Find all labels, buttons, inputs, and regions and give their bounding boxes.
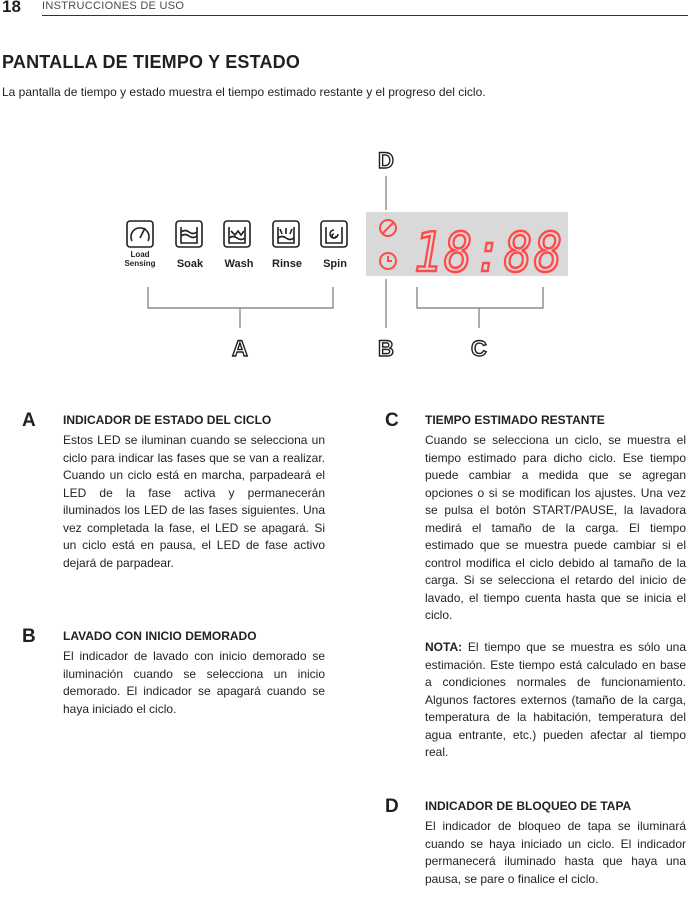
led-label-rinse: Rinse bbox=[272, 258, 302, 270]
control-panel-diagram bbox=[0, 140, 690, 370]
section-b-title: LAVADO CON INICIO DEMORADO bbox=[63, 629, 257, 643]
led-label-spin: Spin bbox=[323, 258, 347, 270]
section-c-note bbox=[425, 639, 686, 762]
page-number: 18 bbox=[2, 0, 21, 16]
callout-c: C bbox=[471, 336, 487, 361]
led-label-soak: Soak bbox=[176, 258, 204, 270]
section-d bbox=[385, 797, 690, 902]
document-title: INSTRUCCIONES DE USO bbox=[42, 0, 185, 12]
section-c-title: TIEMPO ESTIMADO RESTANTE bbox=[425, 413, 605, 427]
header-rule bbox=[42, 15, 688, 16]
section-b-body: El indicador de lavado con inicio demorado se iluminación cuando se selecciona un inicio demorado. El indicador se apagará cuando se haya iniciado el ciclo. bbox=[63, 649, 325, 716]
section-c-body: Cuando se selecciona un ciclo, se muestra el tiempo estimado para dicho ciclo. Ese tiempo puede cambiar a medida que se agregan opciones o si se modifican los ajustes. Una vez se pulsa el botón START/PAUSE, la lavadora medirá el tamaño de la carga. El tiempo estimado que se muestra puede cambiar si el control modifica el ciclo debido al tamaño de la carga. Si se selecciona el retardo del inicio de lavado, el tiempo cuenta hasta que se inicia el ciclo. bbox=[425, 433, 686, 622]
time-display-digits: 18:88 bbox=[414, 221, 564, 284]
section-d-body: El indicador de bloqueo de tapa se iluminará cuando se haya iniciado un ciclo. El indicador permanecerá iluminado hasta que haya una pausa, se pare o finalice el ciclo. bbox=[425, 819, 686, 886]
page-title: PANTALLA DE TIEMPO Y ESTADO bbox=[2, 52, 301, 72]
section-c bbox=[385, 411, 690, 811]
callout-c-bracket bbox=[417, 287, 543, 328]
led-label-sensing: Sensing bbox=[124, 259, 156, 268]
callout-a: A bbox=[232, 336, 248, 361]
rinse-tub-icon bbox=[273, 221, 299, 247]
section-a-body: Estos LED se iluminan cuando se selecciona un ciclo para indicar las fases que se van a realizar. Cuando un ciclo está en marcha, parpadeará el LED de la fase activa y permanecerán iluminados los LED de las fases siguientes. Una vez completada la fase, el LED se apagará. Si un ciclo está en pausa, el LED de fase activo dejará de parpadear. bbox=[63, 433, 325, 570]
section-d-letter: D bbox=[385, 796, 399, 817]
section-c-letter: C bbox=[385, 410, 399, 431]
note-label: NOTA: bbox=[425, 640, 463, 654]
led-label-load: Load bbox=[130, 250, 150, 259]
wash-tub-icon bbox=[224, 221, 250, 247]
note-text: El tiempo que se muestra es sólo una estimación. Este tiempo está calculado en base a condiciones normales de funcionamiento. Algunos factores externos (tamaño de la carga, temperatura de la habitación, temperatura del agua entrante, etc.) pueden afectar al tiempo real. bbox=[425, 640, 686, 759]
section-a bbox=[22, 411, 332, 611]
spin-tub-icon bbox=[321, 221, 347, 247]
led-label-wash: Wash bbox=[224, 258, 254, 270]
intro-paragraph: La pantalla de tiempo y estado muestra el tiempo estimado restante y el progreso del ciclo. bbox=[2, 85, 486, 99]
section-a-title: INDICADOR DE ESTADO DEL CICLO bbox=[63, 413, 272, 427]
gauge-icon bbox=[127, 221, 153, 247]
section-a-letter: A bbox=[22, 410, 36, 431]
callout-a-bracket bbox=[148, 287, 333, 328]
section-b-letter: B bbox=[22, 626, 36, 647]
page-header bbox=[0, 0, 690, 16]
callout-d: D bbox=[378, 148, 394, 173]
section-d-title: INDICADOR DE BLOQUEO DE TAPA bbox=[425, 799, 632, 813]
soak-tub-icon bbox=[176, 221, 202, 247]
section-b bbox=[22, 627, 332, 737]
callout-b: B bbox=[378, 336, 394, 361]
